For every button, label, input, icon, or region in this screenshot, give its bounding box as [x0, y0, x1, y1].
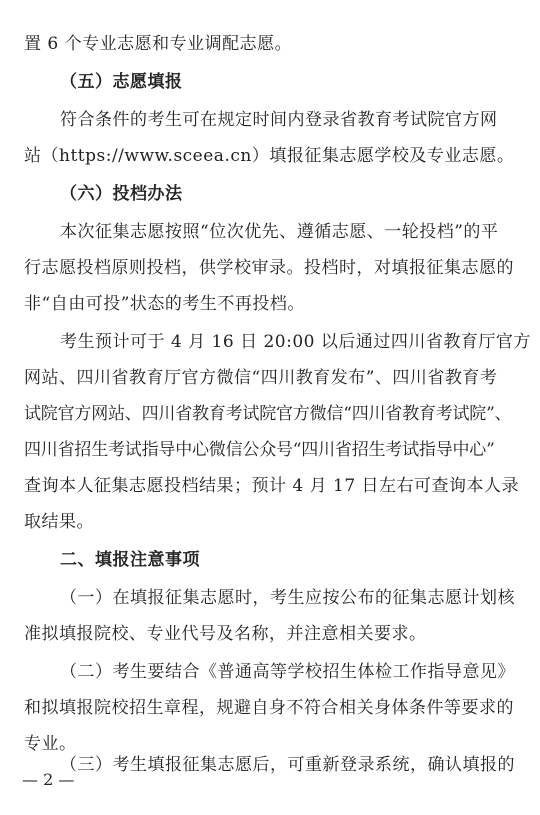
text-line: 专业。	[24, 734, 77, 754]
text-line: 取结果。	[24, 512, 94, 532]
text-line: 试院官方网站、四川省教育考试院官方微信“四川省教育考试院”、	[24, 404, 512, 424]
text-line: （一）在填报征集志愿时，考生应按公布的征集志愿计划核	[60, 588, 515, 608]
text-line: 置 6 个专业志愿和专业调配志愿。	[24, 34, 293, 54]
text-line: 行志愿投档原则投档，供学校审录。投档时，对填报征集志愿的	[24, 258, 514, 278]
section-heading-two: 二、填报注意事项	[60, 550, 200, 570]
section-heading-five: （五）志愿填报	[60, 72, 183, 92]
text-line: （二）考生要结合《普通高等学校招生体检工作指导意见》	[60, 662, 515, 682]
text-line: 符合条件的考生可在规定时间内登录省教育考试院官方网	[60, 110, 498, 130]
text-line: 查询本人征集志愿投档结果；预计 4 月 17 日左右可查询本人录	[24, 476, 520, 496]
text-line: 非“自由可投”状态的考生不再投档。	[24, 294, 305, 314]
text-line: 和拟填报院校招生章程，规避自身不符合相关身体条件等要求的	[24, 698, 514, 718]
text-line-last: （三）考生填报征集志愿后，可重新登录系统，确认填报的	[60, 755, 515, 775]
text-line: 准拟填报院校、专业代号及名称，并注意相关要求。	[24, 624, 427, 644]
text-line: 考生预计可于 4 月 16 日 20:00 以后通过四川省教育厅官方	[60, 332, 531, 352]
text-line: 站（https://www.sceea.cn）填报征集志愿学校及专业志愿。	[24, 146, 515, 166]
page-number: — 2 —	[22, 770, 75, 789]
section-heading-six: （六）投档办法	[60, 184, 183, 204]
text-line: 网站、四川省教育厅官方微信“四川教育发布”、四川省教育考	[24, 368, 498, 388]
text-line: 四川省招生考试指导中心微信公众号“四川省招生考试指导中心”	[24, 440, 495, 460]
text-line: 本次征集志愿按照“位次优先、遵循志愿、一轮投档”的平	[60, 222, 499, 242]
